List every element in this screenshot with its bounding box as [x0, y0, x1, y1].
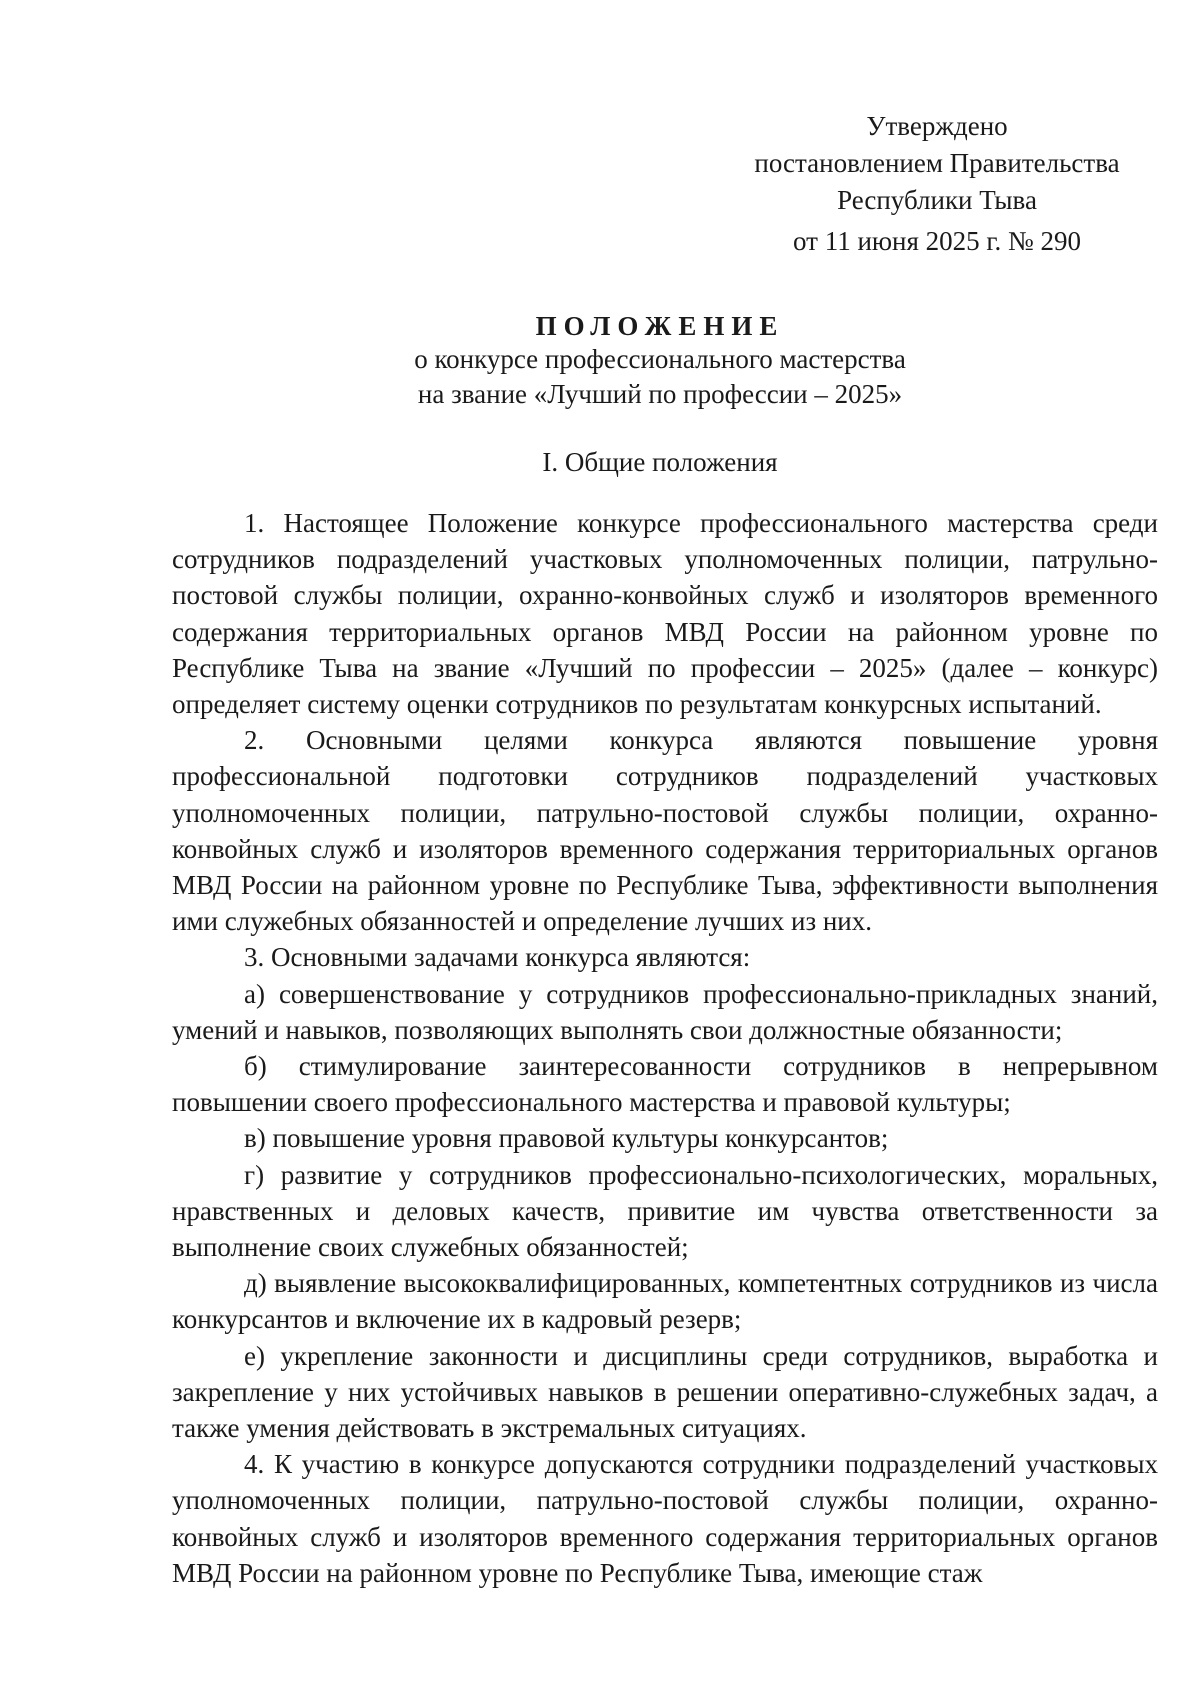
- paragraph-4: 4. К участию в конкурсе допускаются сотрудники подразделений участковых уполномоченных полиции, патрульно-постовой службы полиции, охранно-конвойных служб и изоляторов временного содержания территориальных органов МВД России на районном уровне по Республике Тыва, имеющие стаж: [172, 1449, 1158, 1588]
- approval-line-date: от 11 июня 2025 г. № 290: [793, 226, 1081, 256]
- approval-line-resolution: постановлением Правительства: [754, 148, 1120, 178]
- paragraph-2: 2. Основными целями конкурса являются повышение уровня профессиональной подготовки сотрудников подразделений участковых уполномоченных полиции, патрульно-постовой службы полиции, охранно-конвойных служб и изоляторов временного содержания территориальных органов МВД России на районном уровне по Республике Тыва, эффективности выполнения ими служебных обязанностей и определение лучших из них.: [172, 725, 1158, 937]
- paragraph-3: 3. Основными задачами конкурса являются:: [244, 942, 751, 973]
- approval-line-approved: Утверждено: [866, 111, 1008, 141]
- paragraph-1: 1. Настоящее Положение конкурсе профессионального мастерства среди сотрудников подразделений участковых уполномоченных полиции, патрульно-постовой службы полиции, охранно-конвойных служб и изоляторов временного содержания территориальных органов МВД России на районном уровне по Республике Тыва на звание «Лучший по профессии – 2025» (далее – конкурс) определяет систему оценки сотрудников по результатам конкурсных испытаний.: [172, 508, 1158, 720]
- subtitle-line-2: на звание «Лучший по профессии – 2025»: [417, 379, 903, 409]
- approval-line-republic: Республики Тыва: [837, 185, 1037, 215]
- document-subtitle: [0, 342, 1200, 412]
- paragraph-3f: е) укрепление законности и дисциплины среди сотрудников, выработка и закрепление у них устойчивых навыков в решении оперативно-служебных задач, а также умения действовать в экстремальных ситуациях.: [172, 1340, 1158, 1444]
- approval-stamp: [752, 108, 1122, 260]
- paragraph-3b: б) стимулирование заинтересованности сотрудников в непрерывном повышении своего профессионального мастерства и правовой культуры;: [172, 1051, 1158, 1118]
- paragraph-3e: д) выявление высококвалифицированных, компетентных сотрудников из числа конкурсантов и включение их в кадровый резерв;: [172, 1268, 1158, 1335]
- document-title: ПОЛОЖЕНИЕ: [535, 311, 785, 341]
- document-body: [172, 505, 1158, 1591]
- paragraph-3a: а) совершенствование у сотрудников профессионально-прикладных знаний, умений и навыков, позволяющих выполнять свои должностные обязанности;: [172, 978, 1158, 1045]
- section-heading: I. Общие положения: [542, 447, 778, 477]
- paragraph-3c: в) повышение уровня правовой культуры конкурсантов;: [244, 1123, 889, 1154]
- subtitle-line-1: о конкурсе профессионального мастерства: [414, 344, 906, 374]
- paragraph-3d: г) развитие у сотрудников профессионально-психологических, моральных, нравственных и деловых качеств, привитие им чувства ответственности за выполнение своих служебных обязанностей;: [172, 1159, 1158, 1263]
